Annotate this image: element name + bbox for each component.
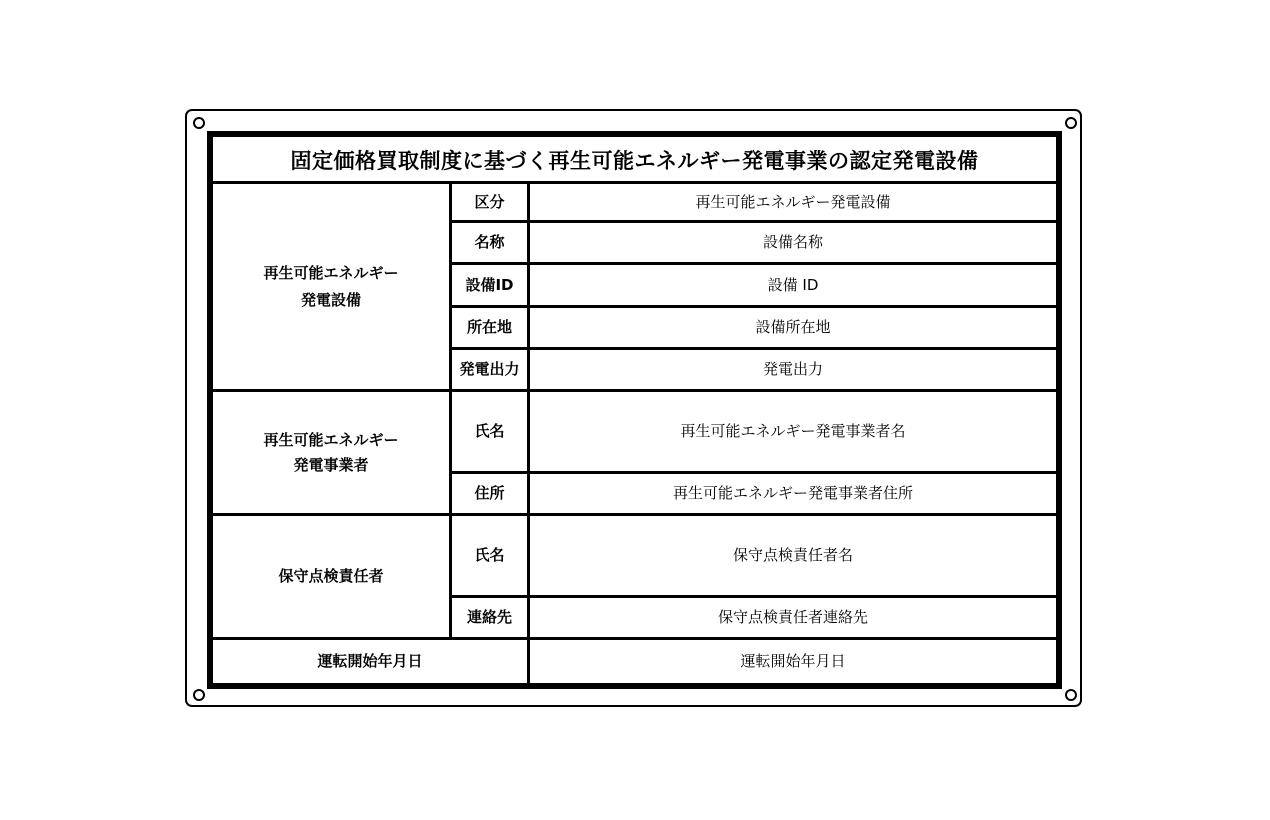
field-value: 保守点検責任者名	[732, 546, 853, 565]
field-label: 氏名	[474, 546, 505, 565]
field-value: 発電出力	[762, 360, 823, 379]
group-label-maintenance: 保守点検責任者	[278, 567, 384, 586]
field-label: 所在地	[466, 318, 512, 337]
sign-title: 固定価格買取制度に基づく再生可能エネルギー発電事業の認定発電設備	[290, 149, 979, 173]
field-label: 住所	[474, 484, 505, 503]
field-value: 再生可能エネルギー発電事業者住所	[672, 484, 913, 503]
field-value: 保守点検責任者連絡先	[717, 608, 868, 627]
field-label: 名称	[474, 233, 505, 252]
field-value: 設備名称	[762, 233, 823, 252]
mounting-hole-top-right	[1065, 117, 1077, 129]
mounting-hole-top-left	[193, 117, 205, 129]
field-label: 発電出力	[459, 360, 520, 379]
field-label: 氏名	[474, 422, 505, 441]
group-label-line: 再生可能エネルギー	[263, 264, 399, 283]
field-label: 設備ID	[465, 275, 514, 294]
field-value: 再生可能エネルギー発電設備	[695, 192, 891, 211]
start-date-value: 運転開始年月日	[740, 652, 846, 671]
field-value: 設備所在地	[755, 318, 831, 337]
start-date-label: 運転開始年月日	[317, 652, 423, 671]
group-label-line: 発電事業者	[293, 455, 369, 474]
group-label-facility	[213, 184, 449, 389]
mounting-hole-bottom-left	[193, 689, 205, 701]
group-label-line: 再生可能エネルギー	[263, 430, 399, 449]
field-value: 再生可能エネルギー発電事業者名	[680, 422, 906, 441]
group-label-line: 発電設備	[300, 290, 361, 309]
group-label-operator	[213, 392, 449, 513]
field-value: 設備 ID	[767, 275, 819, 294]
field-label: 連絡先	[466, 608, 512, 627]
field-label: 区分	[474, 192, 505, 211]
mounting-hole-bottom-right	[1065, 689, 1077, 701]
